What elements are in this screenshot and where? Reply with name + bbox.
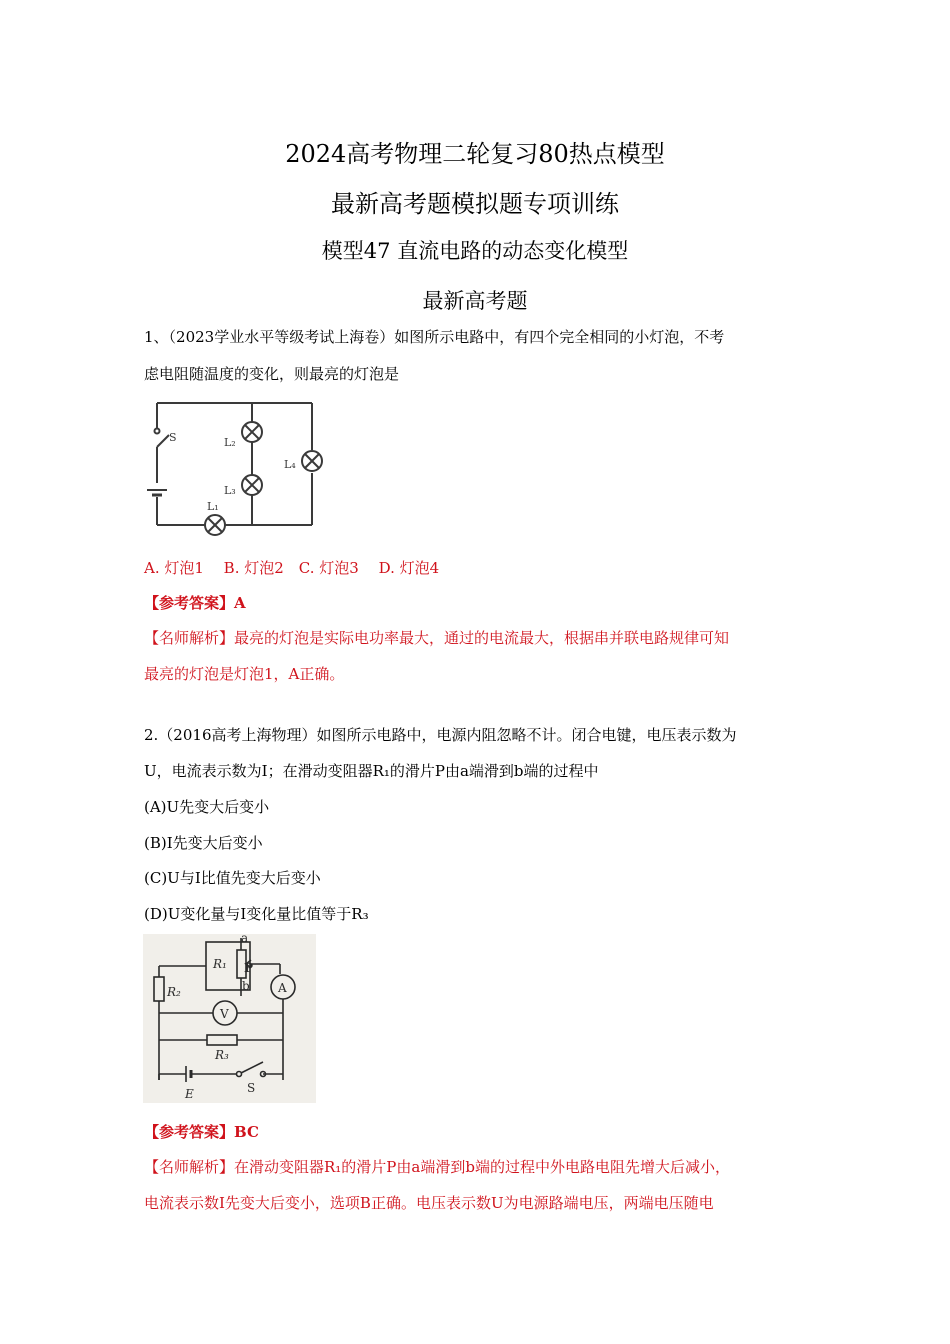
q1-options: A. 灯泡1 B. 灯泡2 C. 灯泡3 D. 灯泡4: [144, 559, 440, 577]
doc-title: 2024高考物理二轮复习80热点模型: [285, 140, 665, 168]
model-title: 模型47 直流电路的动态变化模型: [321, 239, 629, 263]
q2-analysis-line1: 【名师解析】在滑动变阻器R₁的滑片P由a端滑到b端的过程中外电路电阻先增大后减小，: [144, 1158, 730, 1176]
q2-analysis-line2: 电流表示数I先变大后变小，选项B正确。电压表示数U为电源路端电压，两端电压随电: [144, 1194, 714, 1212]
section-title: 最新高考题: [422, 289, 528, 313]
q1-analysis-line1: 【名师解析】最亮的灯泡是实际电功率最大，通过的电流最大，根据串并联电路规律可知: [144, 629, 730, 647]
q2-fig-r1-label: R₁: [213, 957, 227, 971]
q1-circuit-figure: [144, 395, 334, 545]
q1-lamp3-label: L₃: [224, 484, 236, 497]
q2-stem-line2: U，电流表示数为I；在滑动变阻器R₁的滑片P由a端滑到b端的过程中: [144, 762, 599, 780]
q2-option-b: (B)I先变大后变小: [144, 834, 263, 852]
q2-fig-p-label: P: [244, 961, 254, 975]
q2-fig-b-label: b: [242, 979, 250, 993]
q2-option-c: (C)U与I比值先变大后变小: [144, 869, 321, 887]
q2-fig-a-label: a: [241, 934, 249, 945]
q2-fig-v-label: V: [220, 1007, 229, 1021]
q1-lamp4-label: L₄: [284, 458, 296, 471]
q1-stem-line2: 虑电阻随温度的变化，则最亮的灯泡是: [144, 365, 400, 383]
q2-option-d: (D)U变化量与I变化量比值等于R₃: [144, 905, 369, 923]
q1-switch-label: S: [169, 431, 177, 444]
q2-fig-r3-label: R₃: [215, 1048, 229, 1062]
q2-fig-s-label: S: [247, 1081, 256, 1095]
q1-lamp1-label: L₁: [207, 500, 219, 513]
q2-fig-r2-label: R₂: [167, 985, 181, 999]
q2-option-a: (A)U先变大后变小: [144, 798, 270, 816]
q2-fig-a-meter-label: A: [278, 981, 287, 995]
doc-subtitle: 最新高考题模拟题专项训练: [331, 190, 619, 218]
q1-answer: 【参考答案】A: [144, 594, 246, 612]
q2-fig-e-label: E: [185, 1087, 194, 1101]
q1-lamp2-label: L₂: [224, 436, 236, 449]
q2-answer: 【参考答案】BC: [144, 1123, 259, 1141]
q1-stem-line1: 1、（2023学业水平等级考试上海卷）如图所示电路中，有四个完全相同的小灯泡，不考: [144, 328, 725, 346]
q2-stem-line1: 2.（2016高考上海物理）如图所示电路中，电源内阻忽略不计。闭合电键，电压表示数为: [144, 726, 737, 744]
q1-analysis-line2: 最亮的灯泡是灯泡1，A正确。: [144, 665, 345, 683]
q2-circuit-figure: [143, 934, 316, 1103]
